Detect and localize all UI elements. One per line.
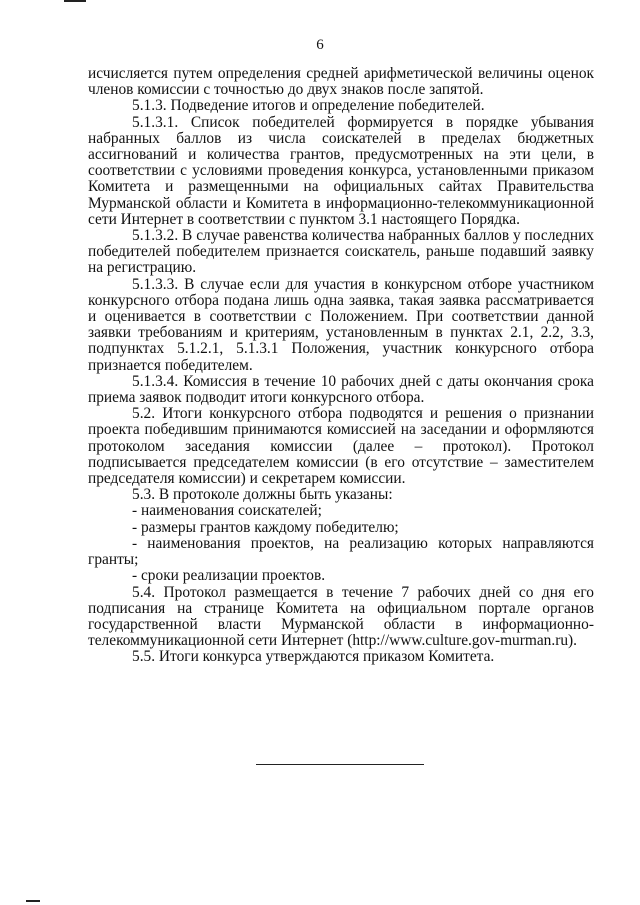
paragraph: 5.2. Итоги конкурсного отбора подводятся и решения о признании проекта победившим принимаются комиссией на заседании и оформляются протоколом заседания комиссии (далее – протокол). Протокол подписывается председателем комиссии (в его отсутствие – заместителем председателя комиссии) и секретарем комиссии.	[88, 405, 594, 488]
scan-edge-mark-bottom	[26, 900, 40, 902]
paragraph: 5.3. В протоколе должны быть указаны:	[132, 486, 393, 504]
page-number: 6	[316, 37, 324, 53]
paragraph: исчисляется путем определения средней арифметической величины оценок членов комиссии с точностью до двух знаков после запятой.	[88, 65, 594, 99]
list-item: - наименования проектов, на реализацию которых направляются гранты;	[88, 534, 594, 569]
paragraph: 5.1.3.2. В случае равенства количества набранных баллов у последних победителей победителем признается соискатель, раньше подавший заявку на регистрацию.	[88, 227, 594, 277]
scan-edge-mark-top	[64, 0, 86, 2]
end-of-text-rule	[256, 764, 424, 765]
list-item: - сроки реализации проектов.	[132, 567, 326, 585]
paragraph: 5.1.3.3. В случае если для участия в конкурсном отборе участником конкурсного отбора подана лишь одна заявка, такая заявка рассматривается и оценивается в соответствии с Положением. При соответствии данной заявки требованиям и критериям, установленным в пунктах 2.1, 2.2, 3.3, подпунктах 5.1.2.1, 5.1.3.1 Положения, участник конкурсного отбора признается победителем.	[88, 275, 594, 374]
paragraph: 5.4. Протокол размещается в течение 7 рабочих дней со дня его подписания на странице Комитета на официальном портале органов государственной власти Мурманской области в информационно-телекоммуникационной сети Интернет (http://www.culture.gov-murman.ru).	[88, 583, 594, 650]
list-item: - наименования соискателей;	[132, 502, 322, 520]
paragraph: 5.1.3.4. Комиссия в течение 10 рабочих дней с даты окончания срока приема заявок подводит итоги конкурсного отбора.	[88, 372, 594, 407]
paragraph: 5.5. Итоги конкурса утверждаются приказом Комитета.	[132, 648, 495, 666]
paragraph: 5.1.3. Подведение итогов и определение победителей.	[132, 97, 485, 115]
document-body	[88, 66, 594, 666]
list-item: - размеры грантов каждому победителю;	[132, 518, 399, 536]
paragraph: 5.1.3.1. Список победителей формируется в порядке убывания набранных баллов из числа соискателей в пределах бюджетных ассигнований и количества грантов, предусмотренных на эти цели, в соответствии с условиями проведения конкурса, установленными приказом Комитета и размещенными на официальных сайтах Правительства Мурманской области и Комитета в информационно-телекоммуникационной сети Интернет в соответствии с пунктом 3.1 настоящего Порядка.	[88, 113, 594, 228]
